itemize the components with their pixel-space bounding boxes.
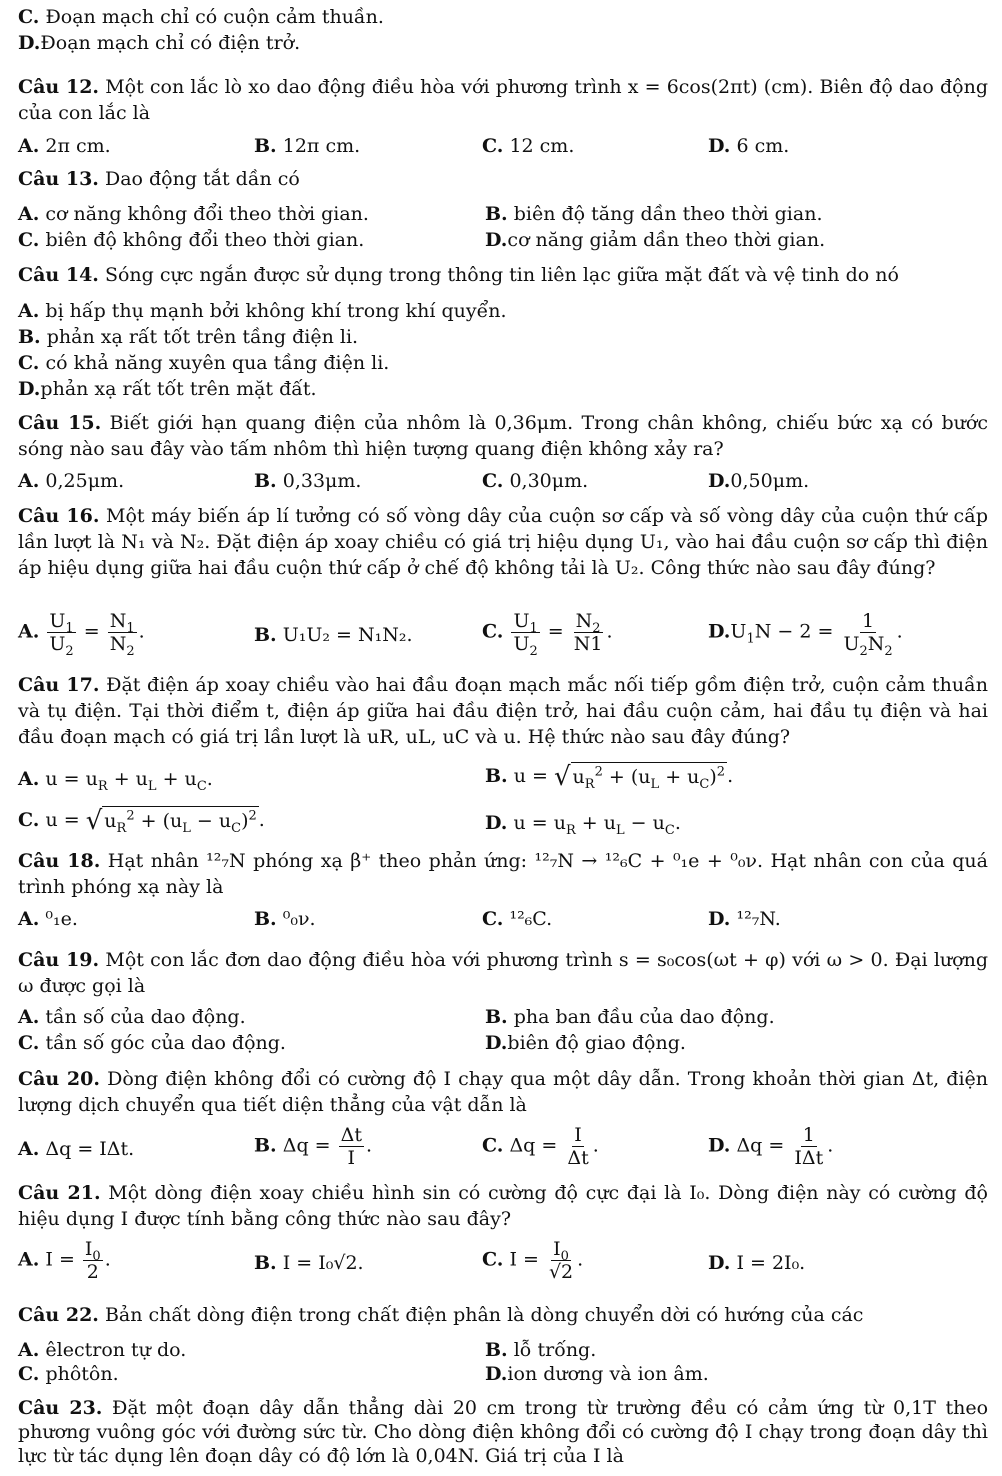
question-16 xyxy=(18,503,988,581)
option-B: 0,33μm. xyxy=(282,470,362,492)
question-number: Câu 23. xyxy=(18,1397,103,1419)
question-19 xyxy=(18,947,988,999)
option-C: 0,30μm. xyxy=(509,470,589,492)
question-stem: Biết giới hạn quang điện của nhôm là 0,36μm. Trong chân không, chiếu bức xạ có bước sóng nào sau đây vào tấm nhôm thì hiện tượng quang điện không xảy ra? xyxy=(18,412,988,460)
option-C: phôtôn. xyxy=(45,1363,119,1385)
question-stem: Sóng cực ngắn được sử dụng trong thông tin liên lạc giữa mặt đất và vệ tinh do nó xyxy=(104,264,899,286)
option-D: 0,50μm. xyxy=(730,470,810,492)
option-C: C. I = $\frac{I_0}{√2}$ . xyxy=(482,1238,584,1283)
question-number: Câu 15. xyxy=(18,412,102,434)
options-18: A. ⁰₁e. B. ⁰₀ν. C. ¹²₆C. D. ¹²₇N. xyxy=(18,908,781,930)
option-B: B. Δq = $\frac{\Delta t}{I}$ . xyxy=(254,1124,373,1169)
option-D: D. $u = u_R + u_L - u_C$. xyxy=(485,812,681,838)
option-D: phản xạ rất tốt trên mặt đất. xyxy=(40,378,317,400)
option-D: D. Δq = $\frac{1}{\text{IΔt}}$ . xyxy=(708,1124,834,1169)
option-C: C. Δq = $\frac{I}{\Delta t}$ . xyxy=(482,1124,599,1169)
option-C: có khả năng xuyên qua tầng điện li. xyxy=(45,352,390,374)
question-number: Câu 16. xyxy=(18,505,100,527)
option-A: 0,25μm. xyxy=(45,470,125,492)
options-12: A. 2π cm. B. 12π cm. C. 12 cm. D. 6 cm. xyxy=(18,135,790,157)
options-22-row1: A. êlectron tự do. B. lỗ trống. xyxy=(18,1339,597,1361)
options-16: A. $\frac{U_1}{U_2}$ = $\frac{N_1}{N_2}$ . B. U₁U₂ = N₁N₂. C. $\frac{U_1}{U_2}$ = $\frac{N_2}{N1}$ . $D.U_1N - 2$ = $\frac{1}{U_2N_2}$ . xyxy=(18,610,903,659)
option-C: ¹²₆C. xyxy=(509,908,553,930)
question-number: Câu 14. xyxy=(18,264,99,286)
option-text: Đoạn mạch chỉ có điện trở. xyxy=(40,32,301,54)
question-number: Câu 21. xyxy=(18,1182,101,1204)
question-text xyxy=(18,74,988,126)
question-stem: Một con lắc lò xo dao động điều hòa với phương trình x = 6cos(2πt) (cm). Biên độ dao động của con lắc là xyxy=(18,76,989,124)
question-stem: Bản chất dòng điện trong chất điện phân là dòng chuyển dời có hướng của các xyxy=(104,1304,864,1326)
question-18 xyxy=(18,848,988,900)
option-D: biên độ giao động. xyxy=(507,1032,686,1054)
question-21 xyxy=(18,1180,988,1232)
options-19-row2: C. tần số góc của dao động. D.biên độ giao động. xyxy=(18,1032,686,1054)
option-A: Δq = IΔt. xyxy=(45,1138,135,1160)
option-C: C. u = √ $u_R^2 + (u_L - u_C)^2$ . xyxy=(18,806,265,836)
option-A: A. I = $\frac{I_0}{2}$ . xyxy=(18,1238,111,1283)
question-12 xyxy=(18,74,988,126)
option-text: Đoạn mạch chỉ có cuộn cảm thuần. xyxy=(45,6,384,28)
option-B: 12π cm. xyxy=(282,135,361,157)
question-15 xyxy=(18,410,988,462)
option-A: A. $u = u_R + u_L + u_C$. xyxy=(18,768,213,794)
question-number: Câu 13. xyxy=(18,168,99,190)
option-D: D.Đoạn mạch chỉ có điện trở. xyxy=(18,32,301,54)
option-A: A. $\frac{U_1}{U_2}$ = $\frac{N_1}{N_2}$ . xyxy=(18,610,145,659)
option-C: C. $\frac{U_1}{U_2}$ = $\frac{N_2}{N1}$ . xyxy=(482,610,613,659)
option-B: U₁U₂ = N₁N₂. xyxy=(282,624,413,646)
option-B: phản xạ rất tốt trên tầng điện li. xyxy=(46,326,359,348)
question-20 xyxy=(18,1066,988,1118)
options-19-row1: A. tần số của dao động. B. pha ban đầu của dao động. xyxy=(18,1006,775,1028)
question-number: Câu 19. xyxy=(18,949,100,971)
question-22 xyxy=(18,1302,988,1328)
question-number: Câu 12. xyxy=(18,76,100,98)
question-number: Câu 18. xyxy=(18,850,101,872)
option-B: lỗ trống. xyxy=(513,1339,597,1361)
option-D: $D.U_1N - 2$ = $\frac{1}{U_2N_2}$ . xyxy=(708,610,903,659)
options-17-row2 xyxy=(18,806,988,836)
option-C: biên độ không đổi theo thời gian. xyxy=(45,229,365,251)
option-A: ⁰₁e. xyxy=(45,908,78,930)
option-B: I = I₀√2. xyxy=(282,1252,364,1274)
option-B: ⁰₀ν. xyxy=(282,908,316,930)
option-D: ion dương và ion âm. xyxy=(507,1363,709,1385)
question-stem: Một máy biến áp lí tưởng có số vòng dây của cuộn sơ cấp và số vòng dây của cuộn thứ cấp lần lượt là N₁ và N₂. Đặt điện áp xoay chiều có giá trị hiệu dụng U₁, vào hai đầu cuộn sơ cấp thì điện áp hiệu dụng giữa hai đầu cuộn thứ cấp ở chế độ không tải là U₂. Công thức nào sau đây đúng? xyxy=(18,505,988,579)
question-23 xyxy=(18,1396,988,1468)
question-stem: Một dòng điện xoay chiều hình sin có cường độ cực đại là I₀. Dòng điện này có cường độ hiệu dụng I được tính bằng công thức nào sau đây? xyxy=(18,1182,988,1230)
option-B: biên độ tăng dần theo thời gian. xyxy=(513,203,823,225)
option-A: 2π cm. xyxy=(45,135,111,157)
option-A: cơ năng không đổi theo thời gian. xyxy=(45,203,369,225)
option-B: B. u = √ $u_R^2 + (u_L + u_C)^2$ . xyxy=(485,762,734,792)
options-21: A. I = $\frac{I_0}{2}$ . B. I = I₀√2. C. I = $\frac{I_0}{√2}$ . D. I = 2I₀. xyxy=(18,1238,806,1283)
question-14: Câu 14. Sóng cực ngắn được sử dụng trong thông tin liên lạc giữa mặt đất và vệ tinh do nó A. bị hấp thụ mạnh bởi không khí trong khí quyển. B. phản xạ rất tốt trên tầng điện li. C. có khả năng xuyên qua tầng điện li. D.phản xạ rất tốt trên mặt đất. xyxy=(18,264,899,400)
option-D: 6 cm. xyxy=(736,135,790,157)
question-number: Câu 22. xyxy=(18,1304,99,1326)
option-C: tần số góc của dao động. xyxy=(45,1032,286,1054)
option-D: cơ năng giảm dần theo thời gian. xyxy=(507,229,826,251)
options-15: A. 0,25μm. B. 0,33μm. C. 0,30μm. D.0,50μm. xyxy=(18,470,810,492)
option-C: C. Đoạn mạch chỉ có cuộn cảm thuần. xyxy=(18,6,384,28)
question-13 xyxy=(18,166,988,192)
question-stem: Đặt điện áp xoay chiều vào hai đầu đoạn mạch mắc nối tiếp gồm điện trở, cuộn cảm thuần và tụ điện. Tại thời điểm t, điện áp giữa hai đầu điện trở, hai đầu cuộn cảm, hai đầu tụ điện và hai đầu đoạn mạch có giá trị lần lượt là uR, uL, uC và u. Hệ thức nào sau đây đúng? xyxy=(18,674,989,748)
question-number: Câu 17. xyxy=(18,674,100,696)
options-20: A. Δq = IΔt. B. Δq = $\frac{\Delta t}{I}$ . C. Δq = $\frac{I}{\Delta t}$ . D. Δq = $\frac{1}{\text{IΔt}}$ . xyxy=(18,1124,834,1169)
options-13-row1: A. cơ năng không đổi theo thời gian. B. biên độ tăng dần theo thời gian. xyxy=(18,203,823,225)
question-stem: Hạt nhân ¹²₇N phóng xạ β⁺ theo phản ứng: ¹²₇N → ¹²₆C + ⁰₁e + ⁰₀ν. Hạt nhân con của quá trình phóng xạ này là xyxy=(18,850,988,898)
question-stem: Đặt một đoạn dây dẫn thẳng dài 20 cm trong từ trường đều có cảm ứng từ 0,1T theo phương vuông góc với đường sức từ. Cho dòng điện không đổi có cường độ I chạy trong đoạn dây thì lực từ tác dụng lên đoạn dây có độ lớn là 0,04N. Giá trị của I là xyxy=(18,1397,989,1467)
question-stem: Dao động tắt dần có xyxy=(104,168,300,190)
question-17 xyxy=(18,672,988,750)
question-11-tail xyxy=(18,4,988,56)
question-number: Câu 20. xyxy=(18,1068,100,1090)
option-D: I = 2I₀. xyxy=(736,1252,806,1274)
option-A: bị hấp thụ mạnh bởi không khí trong khí quyển. xyxy=(45,300,507,322)
question-stem: Một con lắc đơn dao động điều hòa với phương trình s = s₀cos(ωt + φ) với ω > 0. Đại lượng ω được gọi là xyxy=(18,949,988,997)
option-D: ¹²₇N. xyxy=(736,908,781,930)
options-17-row1 xyxy=(18,762,988,792)
option-C: 12 cm. xyxy=(509,135,575,157)
options-22-row2: C. phôtôn. D.ion dương và ion âm. xyxy=(18,1363,709,1385)
option-B: pha ban đầu của dao động. xyxy=(513,1006,775,1028)
question-stem: Dòng điện không đổi có cường độ I chạy qua một dây dẫn. Trong khoản thời gian Δt, điện lượng dịch chuyển qua tiết diện thẳng của vật dẫn là xyxy=(18,1068,989,1116)
option-A: êlectron tự do. xyxy=(45,1339,187,1361)
option-A: tần số của dao động. xyxy=(45,1006,246,1028)
options-13-row2: C. biên độ không đổi theo thời gian. D.cơ năng giảm dần theo thời gian. xyxy=(18,229,826,251)
